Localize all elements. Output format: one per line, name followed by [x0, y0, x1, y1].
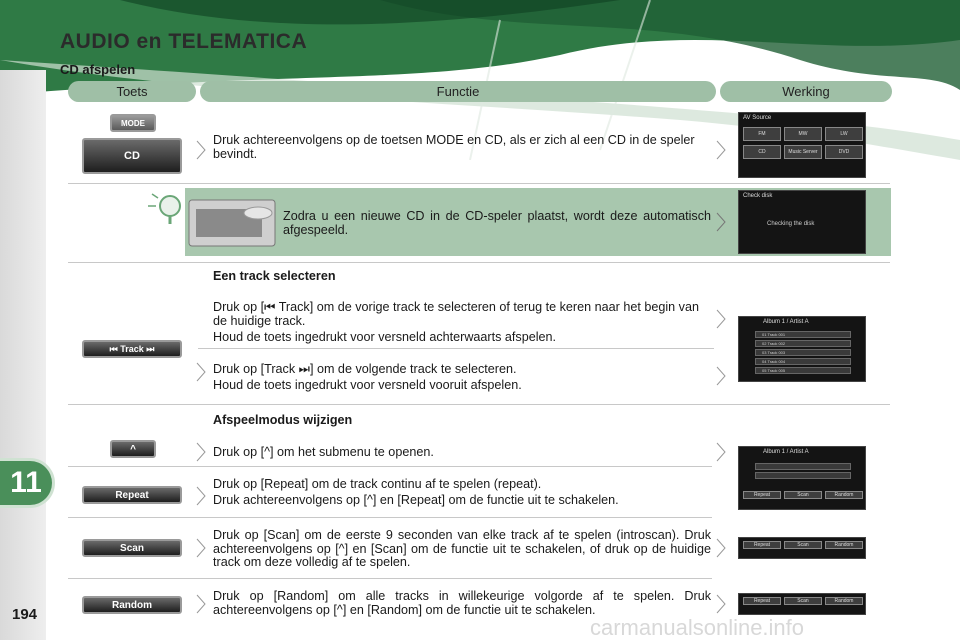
row-separator: [68, 183, 890, 184]
screen-title: AV Source: [743, 115, 772, 121]
screen-scan-button: Scan: [784, 491, 822, 499]
screen-random-button: Random: [825, 597, 863, 605]
section-title: CD afspelen: [60, 62, 136, 77]
row-separator: [198, 348, 714, 349]
screen-lw-button: LW: [825, 127, 863, 141]
screen-scan-button: Scan: [784, 597, 822, 605]
row-separator: [68, 404, 890, 405]
chevron-right-icon: [196, 538, 206, 558]
row-separator: [68, 262, 890, 263]
screen-repeat-button: Repeat: [743, 491, 781, 499]
screen-random-button: Random: [825, 541, 863, 549]
screen-scan-mode: [738, 537, 866, 559]
left-margin-bar: [0, 70, 46, 640]
screen-message: Checking the disk: [767, 221, 815, 227]
random-text: Druk op [Random] om alle tracks in willekeurige volgorde af te spelen. Druk achtereenvolgens op [^] en [Random] om de functie uit te schakelen.: [213, 589, 711, 617]
scan-text: Druk op [Scan] om de eerste 9 seconden van elke track af te spelen (introscan). Druk achtereenvolgens op [^] en [Scan] om de functie uit te schakelen, of druk op de huidige track om deze volledig af te spelen.: [213, 528, 711, 569]
column-header-werking: Werking: [720, 81, 892, 102]
track-prev-hold-text: Houd de toets ingedrukt voor versneld achterwaarts afspelen.: [213, 330, 557, 344]
chevron-right-icon: [716, 366, 726, 386]
row-separator: [68, 517, 712, 518]
screen-mw-button: MW: [784, 127, 822, 141]
screen-music-server-button: Music Server: [784, 145, 822, 159]
screen-track-item: 01 Track 001: [755, 331, 851, 338]
chevron-right-icon: [196, 594, 206, 614]
track-button: ⏮ Track ⏭: [82, 340, 182, 358]
repeat-text: Druk op [Repeat] om de track continu af te spelen (repeat).: [213, 477, 542, 491]
screen-play-mode: [738, 446, 866, 510]
row-separator: [68, 466, 712, 467]
screen-random-button: Random: [825, 491, 863, 499]
screen-track-item: 02 Track 002: [755, 340, 851, 347]
scan-button: Scan: [82, 539, 182, 557]
screen-track-item: [755, 463, 851, 470]
screen-check-disk: [738, 190, 866, 254]
screen-title: Check disk: [743, 193, 773, 199]
magnifier-hint-icon: [146, 188, 186, 224]
column-header-toets: Toets: [68, 81, 196, 102]
row-separator: [68, 578, 712, 579]
track-prev-text: Druk op [⏮ Track] om de vorige track te selecteren of terug te keren naar het begin van de huidige track.: [213, 300, 699, 328]
cd-button: CD: [82, 138, 182, 174]
cd-slot-illustration-icon: [188, 199, 276, 247]
chevron-right-icon: [196, 140, 206, 160]
chevron-right-icon: [716, 442, 726, 462]
screen-track-list: [738, 316, 866, 382]
screen-fm-button: FM: [743, 127, 781, 141]
screen-track-item: 04 Track 004: [755, 358, 851, 365]
up-button: ^: [110, 440, 156, 458]
screen-av-source: [738, 112, 866, 178]
screen-repeat-button: Repeat: [743, 597, 781, 605]
column-header-functie: Functie: [200, 81, 716, 102]
chevron-right-icon: [196, 442, 206, 462]
repeat-button: Repeat: [82, 486, 182, 504]
chevron-right-icon: [716, 212, 726, 232]
screen-title: Album 1 / Artist A: [763, 319, 809, 325]
screen-track-item: 03 Track 003: [755, 349, 851, 356]
track-next-hold-text: Houd de toets ingedrukt voor versneld vooruit afspelen.: [213, 378, 522, 392]
track-heading: Een track selecteren: [213, 269, 336, 283]
screen-random-mode: [738, 593, 866, 615]
note-text: Zodra u een nieuwe CD in de CD-speler plaatst, wordt deze automatisch afgespeeld.: [283, 209, 711, 237]
screen-repeat-button: Repeat: [743, 541, 781, 549]
page-number: 194: [12, 606, 38, 623]
mode-cd-text: Druk achtereenvolgens op de toetsen MODE en CD, als er zich al een CD in de speler bevindt.: [213, 133, 695, 161]
watermark: carmanualsonline.info: [590, 615, 805, 640]
mode-button: MODE: [110, 114, 156, 132]
screen-track-item: [755, 472, 851, 479]
page-title: AUDIO en TELEMATICA: [60, 30, 308, 53]
chevron-right-icon: [716, 538, 726, 558]
random-button: Random: [82, 596, 182, 614]
mode-heading: Afspeelmodus wijzigen: [213, 413, 353, 427]
screen-cd-button: CD: [743, 145, 781, 159]
screen-track-item: 05 Track 005: [755, 367, 851, 374]
chapter-tab: 11: [0, 461, 52, 505]
screen-dvd-button: DVD: [825, 145, 863, 159]
screen-title: Album 1 / Artist A: [763, 449, 809, 455]
screen-scan-button: Scan: [784, 541, 822, 549]
submenu-text: Druk op [^] om het submenu te openen.: [213, 445, 434, 459]
chevron-right-icon: [196, 486, 206, 506]
chevron-right-icon: [716, 594, 726, 614]
chevron-right-icon: [716, 140, 726, 160]
chevron-right-icon: [196, 362, 206, 382]
chevron-right-icon: [716, 309, 726, 329]
track-next-text: Druk op [Track ⏭] om de volgende track te selecteren.: [213, 362, 517, 376]
repeat-off-text: Druk achtereenvolgens op [^] en [Repeat] om de functie uit te schakelen.: [213, 493, 619, 507]
